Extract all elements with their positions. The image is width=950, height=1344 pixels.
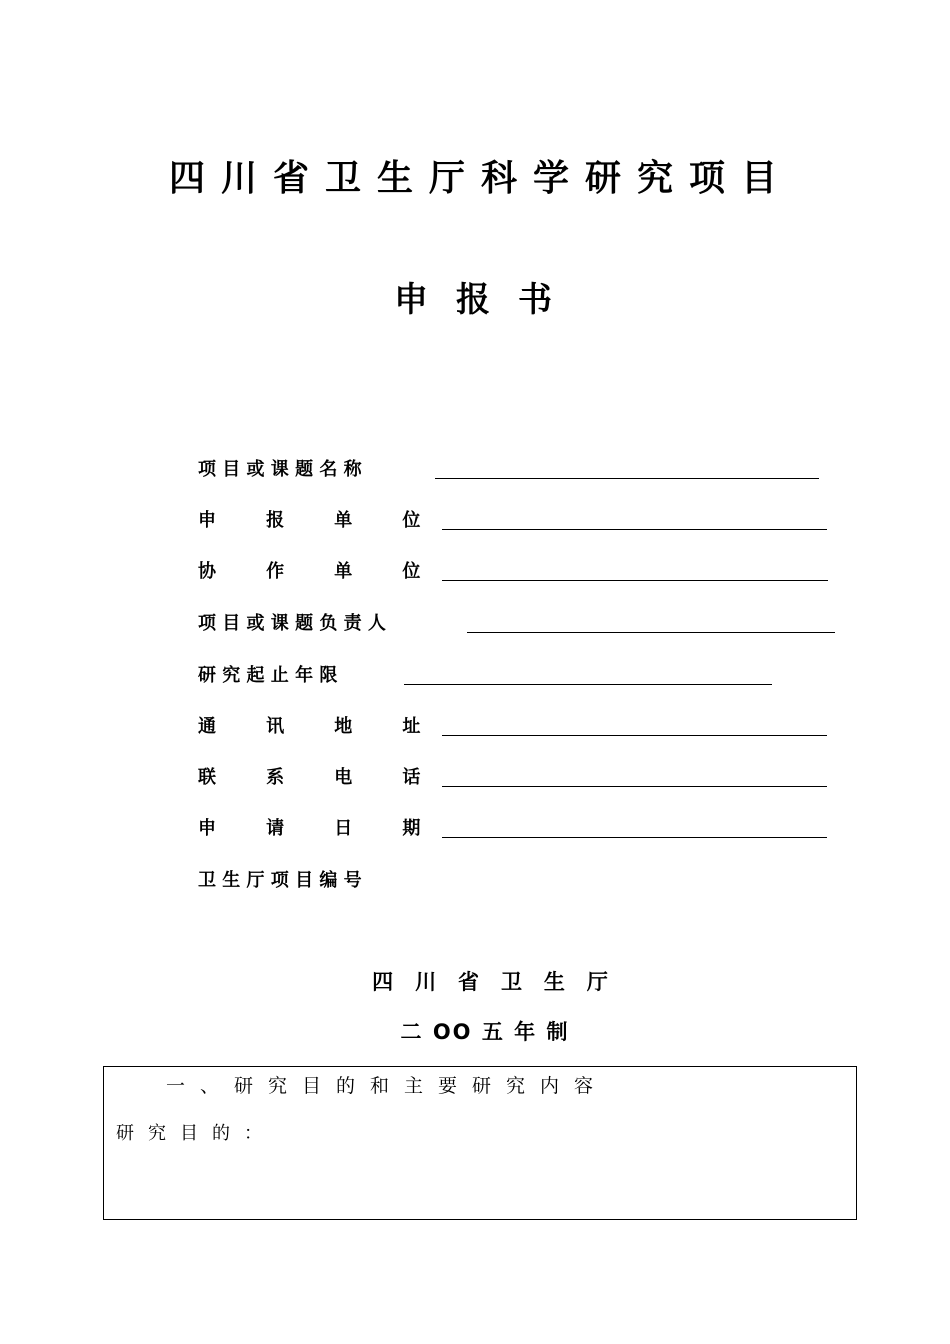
field-label: 协 作 单 位 xyxy=(198,561,421,582)
field-label: 研 究 起 止 年 限 xyxy=(198,665,338,686)
document-subtitle: 申报书 xyxy=(394,280,580,320)
field-underline[interactable] xyxy=(404,684,772,685)
section-research-purpose xyxy=(103,1066,857,1220)
field-label: 申 报 单 位 xyxy=(198,510,421,531)
document-year: 二 OO 五 年 制 xyxy=(400,1020,570,1044)
section-heading: 一、研究目的和主要研究内容 xyxy=(166,1075,609,1097)
field-underline[interactable] xyxy=(435,478,819,479)
form-field-mailing-address xyxy=(198,714,838,740)
field-label: 联 系 电 话 xyxy=(198,767,421,788)
field-underline[interactable] xyxy=(442,786,827,787)
section-subheading: 研究目的： xyxy=(116,1123,276,1144)
form-field-cooperating-unit xyxy=(198,559,838,585)
form-field-project-number xyxy=(198,868,838,894)
form-field-application-date xyxy=(198,816,838,842)
form-field-research-period xyxy=(198,663,838,689)
field-underline[interactable] xyxy=(467,632,835,633)
field-label: 项 目 或 课 题 负 责 人 xyxy=(198,613,386,634)
field-label: 项 目 或 课 题 名 称 xyxy=(198,459,362,480)
field-underline[interactable] xyxy=(442,529,827,530)
form-field-contact-phone xyxy=(198,765,838,791)
field-label: 通 讯 地 址 xyxy=(198,716,421,737)
field-label: 申 请 日 期 xyxy=(198,818,421,839)
field-underline[interactable] xyxy=(442,580,828,581)
form-field-applicant-unit xyxy=(198,508,838,534)
field-label: 卫 生 厅 项 目 编 号 xyxy=(198,870,362,891)
document-title: 四川省卫生厅科学研究项目 xyxy=(168,158,793,199)
field-underline[interactable] xyxy=(442,837,827,838)
field-underline[interactable] xyxy=(442,735,827,736)
form-field-project-leader xyxy=(198,611,838,637)
form-field-project-name xyxy=(198,457,838,483)
issuer-name: 四 川 省 卫 生 厅 xyxy=(372,970,608,994)
